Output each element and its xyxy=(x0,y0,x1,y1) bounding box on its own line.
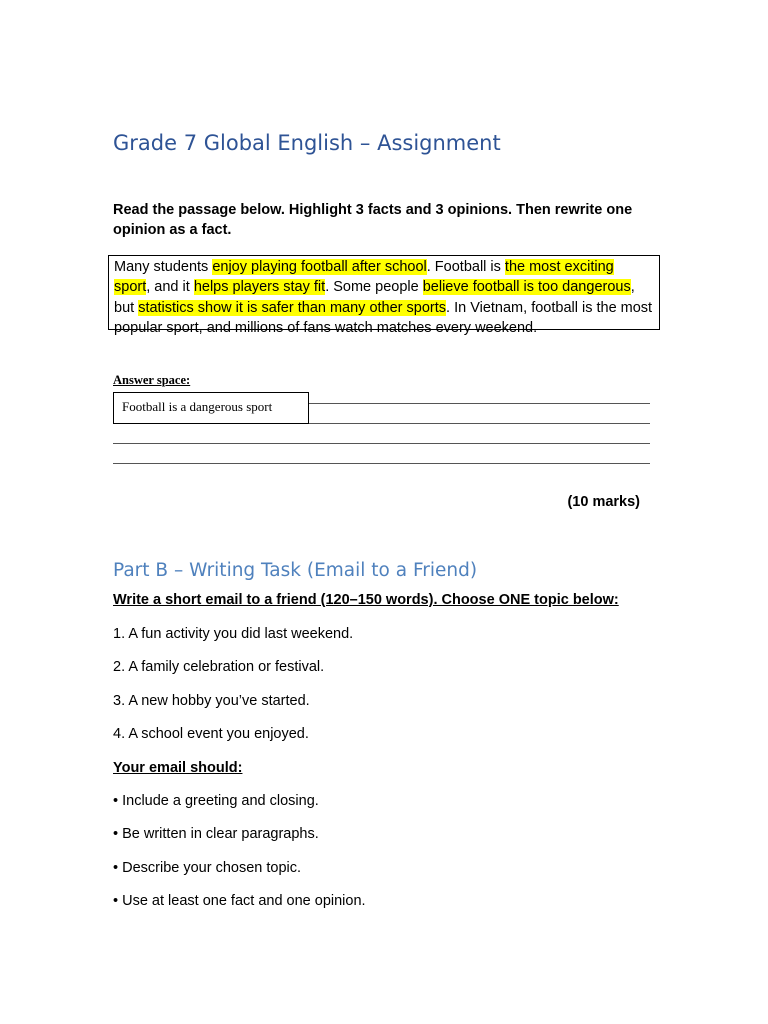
passage-text: Many students xyxy=(114,259,213,275)
requirement-item: • Be written in clear paragraphs. xyxy=(113,826,319,842)
part-b-title: Part B – Writing Task (Email to a Friend) xyxy=(113,560,478,581)
task-instruction: Write a short email to a friend (120–150 words). Choose ONE topic below: xyxy=(113,592,619,608)
highlight-fact-opinion: believe football is too dangerous xyxy=(422,279,631,296)
highlight-fact-opinion: helps players stay fit xyxy=(193,279,326,296)
passage-text: . Some people xyxy=(325,279,423,296)
passage-text: . Football is xyxy=(426,259,505,275)
requirement-item: • Describe your chosen topic. xyxy=(113,860,302,876)
passage-text: . In Vietnam, football is the most popular sport, and millions of fans watch matches every weekend. xyxy=(114,299,653,336)
answer-text-box[interactable]: Football is a dangerous sport xyxy=(113,392,309,424)
answer-space-label: Answer space: xyxy=(113,373,191,387)
highlight-fact-opinion: enjoy playing football after school xyxy=(212,259,427,275)
topic-item: 4. A school event you enjoyed. xyxy=(113,726,309,742)
topic-item: 1. A fun activity you did last weekend. xyxy=(113,626,354,642)
highlight-fact-opinion: statistics show it is safer than many other sports xyxy=(138,299,447,316)
marks-label: (10 marks) xyxy=(567,494,640,510)
requirements-heading: Your email should: xyxy=(113,760,243,776)
passage-text: , but xyxy=(114,279,635,316)
passage-text: , and it xyxy=(146,279,194,296)
requirement-item: • Use at least one fact and one opinion. xyxy=(113,893,366,909)
highlight-fact-opinion: the most exciting sport xyxy=(114,259,614,296)
requirement-item: • Include a greeting and closing. xyxy=(113,793,319,809)
assignment-title: Grade 7 Global English – Assignment xyxy=(113,131,501,155)
answer-line xyxy=(113,443,650,444)
assignment-instructions: Read the passage below. Highlight 3 facts and 3 opinions. Then rewrite one opinion as a fact. xyxy=(113,202,633,238)
answer-line xyxy=(113,463,650,464)
passage-box xyxy=(108,255,660,336)
topic-item: 3. A new hobby you’ve started. xyxy=(113,693,310,709)
topic-item: 2. A family celebration or festival. xyxy=(113,659,325,675)
